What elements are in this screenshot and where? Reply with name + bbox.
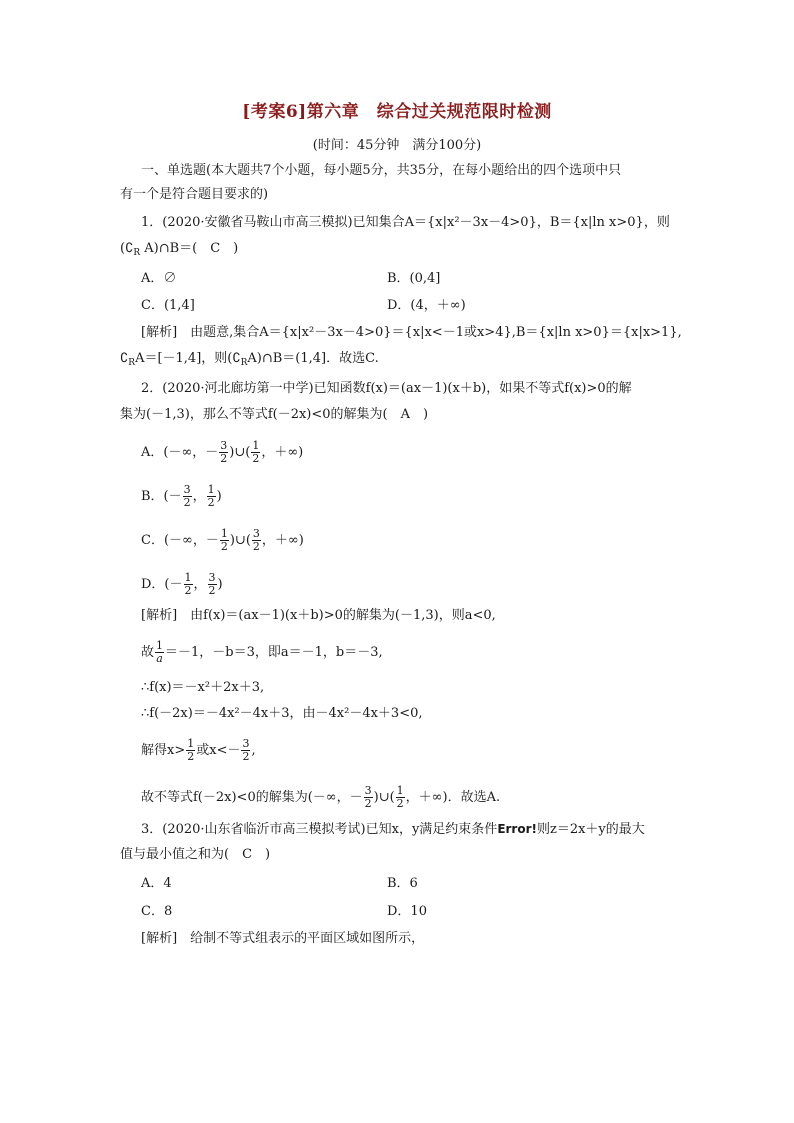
numerator: 1 (187, 737, 195, 750)
q1-option-a: A．∅ (141, 271, 177, 286)
q2-sol-2-text-1: 故 (141, 645, 155, 660)
q2-opt-d-text-3: ) (217, 577, 223, 592)
q3-option-d: D．10 (387, 904, 427, 919)
numerator: 3 (208, 571, 216, 584)
fraction (364, 785, 373, 810)
q2-sol-5-text-3: , (251, 743, 256, 758)
fraction (207, 484, 216, 509)
numerator: 3 (220, 439, 228, 452)
q3-solution-line-1: [解析] 给制不等式组表示的平面区域如图所示， (141, 931, 425, 946)
q1-sol-text-end: A)∩B＝(1,4]．故选C. (247, 351, 379, 366)
page-title: [考案6]第六章 综合过关规范限时检测 (242, 102, 552, 122)
numerator: 1 (156, 639, 164, 652)
q3-option-c: C．8 (141, 904, 173, 919)
denominator: 2 (187, 750, 195, 763)
q2-solution-line-2 (141, 640, 383, 665)
denominator: 2 (183, 496, 191, 509)
q1-sol-text-mid: A＝[－1,4]，则(∁ (135, 351, 241, 366)
fraction (219, 440, 228, 465)
q2-sol-6-text-1: 故不等式f(－2x)<0的解集为(－∞，－ (141, 790, 363, 805)
numerator: 1 (220, 527, 228, 540)
section-heading-line-1: 一、单选题(本大题共7个小题，每小题5分，共35分，在每小题给出的四个选项中只 (141, 163, 622, 178)
fraction (241, 738, 250, 763)
denominator: 2 (207, 496, 215, 509)
q3-stem-text-2: 则z＝2x＋y的最大 (536, 822, 645, 837)
numerator: 3 (252, 527, 260, 540)
numerator: 3 (364, 784, 372, 797)
fraction (252, 528, 261, 553)
q1-option-c: C．(1,4] (141, 298, 195, 313)
q2-opt-b-text-2: ， (192, 489, 206, 504)
q2-sol-2-text-2: ＝－1，－b＝3，即a＝－1，b＝－3, (165, 645, 383, 660)
fraction (220, 528, 229, 553)
q2-option-a (141, 440, 303, 465)
fraction (251, 440, 260, 465)
q1-stem-subscript: R (133, 248, 141, 258)
q3-stem-text-1: 3．(2020·山东省临沂市高三模拟考试)已知x，y满足约束条件 (141, 822, 498, 837)
q2-opt-a-text-3: ，＋∞) (261, 445, 304, 460)
q2-solution-line-4: ∴f(－2x)＝－4x²－4x＋3，由－4x²－4x＋3<0, (141, 706, 423, 721)
denominator: 2 (220, 452, 228, 465)
numerator: 1 (207, 483, 215, 496)
q1-option-d: D．(4，＋∞) (387, 298, 466, 313)
section-heading-line-2: 有一个是符合题目要求的) (120, 187, 269, 202)
q1-sol-text: ∁ (120, 351, 129, 366)
denominator: 2 (252, 540, 260, 553)
denominator: 2 (184, 584, 192, 597)
numerator: 3 (242, 737, 250, 750)
fraction (155, 640, 164, 665)
q2-option-c (141, 528, 304, 553)
q2-opt-b-text-1: B．(－ (141, 489, 182, 504)
denominator: 2 (242, 750, 250, 763)
q2-opt-b-text-3: ) (216, 489, 222, 504)
denominator: 2 (208, 584, 216, 597)
q2-solution-line-1: [解析] 由f(x)＝(ax－1)(x＋b)>0的解集为(－1,3)，则a<0, (141, 608, 496, 623)
q2-opt-d-text-2: ， (193, 577, 207, 592)
q2-sol-6-text-2: )∪( (373, 790, 395, 805)
denominator: 2 (364, 797, 372, 810)
fraction (208, 572, 217, 597)
denominator: 2 (252, 452, 260, 465)
page-subtitle: (时间：45分钟 满分100分) (312, 138, 482, 153)
q2-solution-line-3: ∴f(x)＝－x²＋2x＋3, (141, 680, 265, 695)
denominator: a (156, 652, 163, 665)
q3-error-text: Error! (497, 822, 537, 836)
numerator: 1 (184, 571, 192, 584)
q2-stem-line-1: 2．(2020·河北廊坊第一中学)已知函数f(x)＝(ax－1)(x＋b)，如果不等式f(x)>0的解 (141, 381, 632, 396)
q2-option-d (141, 572, 223, 597)
fraction (184, 572, 193, 597)
q2-opt-d-text-1: D．(－ (141, 577, 183, 592)
q1-option-b: B．(0,4] (387, 271, 441, 286)
q3-option-b: B．6 (387, 876, 418, 891)
numerator: 1 (252, 439, 260, 452)
q1-solution-line-1: [解析] 由题意,集合A＝{x|x²－3x－4>0}＝{x|x<－1或x>4},B＝{x|ln x>0}＝{x|x>1}, (141, 325, 682, 340)
q2-stem-line-2: 集为(－1,3)，那么不等式f(－2x)<0的解集为( A ) (120, 407, 429, 422)
q1-stem-line-2 (120, 240, 238, 262)
q2-solution-line-5 (141, 738, 256, 763)
q2-sol-5-text-1: 解得x> (141, 743, 186, 758)
q1-stem-line-1: 1．(2020·安徽省马鞍山市高三模拟)已知集合A＝{x|x²－3x－4>0}，B＝{x|ln x>0}，则 (141, 215, 670, 230)
q1-sol-subscript: R (128, 358, 136, 368)
q1-sol-subscript-2: R (240, 358, 248, 368)
numerator: 3 (183, 483, 191, 496)
q2-sol-6-text-3: ，＋∞)．故选A. (405, 790, 501, 805)
fraction (183, 484, 192, 509)
q2-opt-a-text-1: A．(－∞，－ (141, 445, 219, 460)
q2-opt-c-text-3: ，＋∞) (261, 533, 304, 548)
fraction (396, 785, 405, 810)
q2-opt-c-text-1: C．(－∞，－ (141, 533, 219, 548)
q2-solution-line-6 (141, 785, 500, 810)
denominator: 2 (396, 797, 404, 810)
fraction (186, 738, 195, 763)
q1-solution-line-2 (120, 350, 379, 372)
q1-stem-text-end: A)∩B＝( C ) (140, 241, 239, 256)
q2-opt-c-text-2: )∪( (229, 533, 251, 548)
numerator: 1 (396, 784, 404, 797)
q3-option-a: A．4 (141, 876, 172, 891)
q2-opt-a-text-2: )∪( (229, 445, 251, 460)
q1-stem-text: (∁ (120, 241, 134, 256)
q2-sol-5-text-2: 或x<－ (196, 743, 241, 758)
q3-stem-line-1 (141, 820, 645, 839)
q3-stem-line-2: 值与最小值之和为( C ) (120, 847, 271, 862)
denominator: 2 (220, 540, 228, 553)
q2-option-b (141, 484, 222, 509)
